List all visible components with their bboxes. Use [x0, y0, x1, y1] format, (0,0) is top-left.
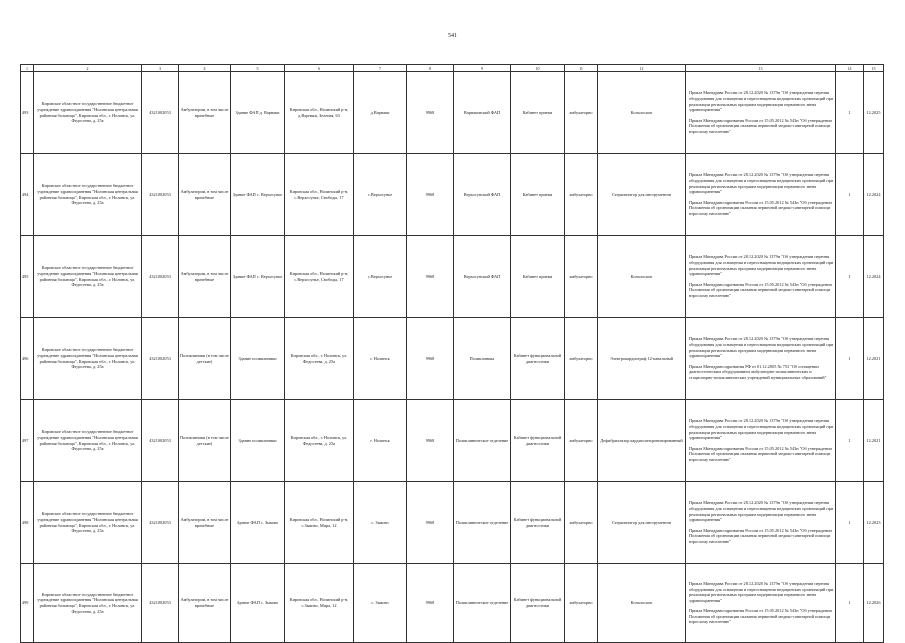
room-cell: Кабинет приема — [511, 154, 565, 236]
address-cell: Кировская обл., Нолинский р-н, с.Верхосунье, Свободы, 17 — [285, 154, 354, 236]
column-number-cell: 10 — [511, 65, 565, 72]
legal-basis-cell — [686, 318, 836, 400]
room-cell: Кабинет приема — [511, 72, 565, 154]
code-cell: 9968 — [407, 236, 454, 318]
equipment-table — [20, 64, 884, 643]
locality-cell: д.Варнаки — [354, 72, 407, 154]
unit-cell: Поликлиническое отделение — [454, 400, 511, 482]
facility-type-cell: Амбулатории, в том числе врачебные — [179, 72, 231, 154]
care-mode-cell: амбулаторно — [565, 400, 598, 482]
facility-type-cell: Амбулатории, в том числе врачебные — [179, 564, 231, 643]
legal-basis-order-1: Приказ Минздрава России от 28.12.2020 № 1379н "Об утверждении перечня оборудования для оснащения и переоснащения медицинских организаций при реализации региональных программ модернизации первичного звена здравоохранения" — [689, 418, 834, 441]
facility-type-cell: Амбулатории, в том числе врачебные — [179, 482, 231, 564]
unit-cell: Поликлиническое отделение — [454, 564, 511, 643]
date-cell: 12.2026 — [864, 564, 884, 643]
legal-basis-order-1: Приказ Минздрава России от 28.12.2020 № 1379н "Об утверждении перечня оборудования для оснащения и переоснащения медицинских организаций при реализации региональных программ модернизации первичного звена здравоохранения" — [689, 500, 834, 523]
column-number-cell: 2 — [34, 65, 142, 72]
building-cell: Здание поликлиники — [231, 400, 285, 482]
care-mode-cell: амбулаторно — [565, 154, 598, 236]
locality-cell: с.Верхосунье — [354, 236, 407, 318]
column-number-cell: 15 — [864, 65, 884, 72]
legal-basis-order-1: Приказ Минздрава России от 28.12.2020 № 1379н "Об утверждении перечня оборудования для оснащения и переоснащения медицинских организаций при реализации региональных программ модернизации первичного звена здравоохранения" — [689, 580, 834, 603]
legal-basis-order-1: Приказ Минздрава России от 28.12.2020 № 1379н "Об утверждении перечня оборудования для оснащения и переоснащения медицинских организаций при реализации региональных программ модернизации первичного звена здравоохранения" — [689, 336, 834, 359]
quantity-cell: 1 — [836, 400, 864, 482]
legal-basis-cell — [686, 400, 836, 482]
facility-type-cell: Поликлиники (в том числе детские) — [179, 400, 231, 482]
legal-basis-order-2: Приказ Минздравсоцразвития РФ от 01.12.2005 № 753 "Об оснащении диагностическим оборудованием амбулаторно-поликлинических и стационарно-поликлинических учреждений муниципальных образований" — [689, 363, 827, 380]
inn-cell: 4321002053 — [142, 154, 179, 236]
locality-cell: с. Зыково — [354, 482, 407, 564]
row-number-cell: 494 — [21, 154, 34, 236]
column-number-cell: 9 — [454, 65, 511, 72]
locality-cell: г. Нолинск — [354, 318, 407, 400]
legal-basis-order-2: Приказ Минздравсоцразвития России от 15.05.2012 № 543н "Об утверждении Положения об организации оказания первичной медико-санитарной помощи взрослому населению" — [689, 608, 832, 625]
legal-basis-order-2: Приказ Минздравсоцразвития России от 15.05.2012 № 543н "Об утверждении Положения об организации оказания первичной медико-санитарной помощи взрослому населению" — [689, 527, 832, 544]
equipment-cell: Стерилизатор для инструментов — [598, 154, 686, 236]
facility-type-cell: Амбулатории, в том числе врачебные — [179, 236, 231, 318]
building-cell: Здание поликлиники — [231, 318, 285, 400]
equipment-cell: Электрокардиограф 12-канальный — [598, 318, 686, 400]
organization-cell: Кировское областное государственное бюджетное учреждение здравоохранения "Нолинская центральная районная больница", Кировская обл., г. Нолинск, ул. Федосеева, д. 25а — [34, 400, 142, 482]
organization-cell: Кировское областное государственное бюджетное учреждение здравоохранения "Нолинская центральная районная больница", Кировская обл., г. Нолинск, ул. Федосеева, д. 25а — [34, 236, 142, 318]
address-cell: Кировская обл., Нолинский р-н, д.Варнаки, Зеленая, 63 — [285, 72, 354, 154]
unit-cell: Поликлиника — [454, 318, 511, 400]
quantity-cell: 1 — [836, 72, 864, 154]
quantity-cell: 1 — [836, 236, 864, 318]
column-number-cell: 8 — [407, 65, 454, 72]
code-cell: 9968 — [407, 482, 454, 564]
column-number-cell: 6 — [285, 65, 354, 72]
room-cell: Кабинет функциональной диагностики — [511, 318, 565, 400]
care-mode-cell: амбулаторно — [565, 482, 598, 564]
equipment-cell: Дефибриллятор кардиосинхронизированный — [598, 400, 686, 482]
address-cell: Кировская обл., г. Нолинск, ул. Федосеева, д. 25а — [285, 400, 354, 482]
inn-cell: 4321002053 — [142, 482, 179, 564]
legal-basis-order-2: Приказ Минздравсоцразвития России от 15.05.2012 № 543н "Об утверждении Положения об организации оказания первичной медико-санитарной помощи взрослому населению" — [689, 117, 832, 134]
inn-cell: 4321002053 — [142, 564, 179, 643]
date-cell: 12.2025 — [864, 72, 884, 154]
column-number-cell: 3 — [142, 65, 179, 72]
care-mode-cell: амбулаторно — [565, 318, 598, 400]
legal-basis-order-2: Приказ Минздравсоцразвития России от 15.05.2012 № 543н "Об утверждении Положения об организации оказания первичной медико-санитарной помощи взрослому населению" — [689, 281, 832, 298]
address-cell: Кировская обл., г. Нолинск, ул. Федосеева, д. 25а — [285, 318, 354, 400]
legal-basis-order-1: Приказ Минздрава России от 28.12.2020 № 1379н "Об утверждении перечня оборудования для оснащения и переоснащения медицинских организаций при реализации региональных программ модернизации первичного звена здравоохранения" — [689, 172, 834, 195]
unit-cell: Верхосунский ФАП — [454, 236, 511, 318]
table-row — [21, 72, 884, 154]
locality-cell: с. Зыково — [354, 564, 407, 643]
code-cell: 9968 — [407, 564, 454, 643]
organization-cell: Кировское областное государственное бюджетное учреждение здравоохранения "Нолинская центральная районная больница", Кировская обл., г. Нолинск, ул. Федосеева, д. 25а — [34, 318, 142, 400]
table-row — [21, 400, 884, 482]
quantity-cell: 1 — [836, 564, 864, 643]
date-cell: 12.2024 — [864, 154, 884, 236]
building-cell: Здание ФАП с. Верхосунье — [231, 236, 285, 318]
address-cell: Кировская обл., Нолинский р-н, с.Зыково, Мира, 12 — [285, 482, 354, 564]
address-cell: Кировская обл., Нолинский р-н, с.Зыково, Мира, 12 — [285, 564, 354, 643]
legal-basis-cell — [686, 72, 836, 154]
date-cell: 12.2023 — [864, 482, 884, 564]
unit-cell: Варнаковский ФАП — [454, 72, 511, 154]
care-mode-cell: амбулаторно — [565, 564, 598, 643]
equipment-cell: Стерилизатор для инструментов — [598, 482, 686, 564]
care-mode-cell: амбулаторно — [565, 236, 598, 318]
column-number-cell: 12 — [598, 65, 686, 72]
organization-cell: Кировское областное государственное бюджетное учреждение здравоохранения "Нолинская центральная районная больница", Кировская обл., г. Нолинск, ул. Федосеева, д. 25а — [34, 564, 142, 643]
inn-cell: 4321002053 — [142, 236, 179, 318]
code-cell: 9968 — [407, 400, 454, 482]
code-cell: 9968 — [407, 154, 454, 236]
unit-cell: Верхосунский ФАП — [454, 154, 511, 236]
table-row — [21, 318, 884, 400]
column-number-row — [21, 65, 884, 72]
column-number-cell: 5 — [231, 65, 285, 72]
quantity-cell: 1 — [836, 154, 864, 236]
code-cell: 9968 — [407, 318, 454, 400]
row-number-cell: 498 — [21, 482, 34, 564]
room-cell: Кабинет приема — [511, 236, 565, 318]
inn-cell: 4321002053 — [142, 318, 179, 400]
column-number-cell: 4 — [179, 65, 231, 72]
table-row — [21, 564, 884, 643]
equipment-cell: Кольпоскоп — [598, 72, 686, 154]
row-number-cell: 496 — [21, 318, 34, 400]
column-number-cell: 1 — [21, 65, 34, 72]
building-cell: Здание ФАП с. Зыково — [231, 564, 285, 643]
organization-cell: Кировское областное государственное бюджетное учреждение здравоохранения "Нолинская центральная районная больница", Кировская обл., г. Нолинск, ул. Федосеева, д. 25а — [34, 482, 142, 564]
legal-basis-cell — [686, 564, 836, 643]
organization-cell: Кировское областное государственное бюджетное учреждение здравоохранения "Нолинская центральная районная больница", Кировская обл., г. Нолинск, ул. Федосеева, д. 25а — [34, 72, 142, 154]
building-cell: Здание ФАП д. Варнаки — [231, 72, 285, 154]
date-cell: 12.2021 — [864, 318, 884, 400]
column-number-cell: 7 — [354, 65, 407, 72]
date-cell: 12.2021 — [864, 400, 884, 482]
legal-basis-order-1: Приказ Минздрава России от 28.12.2020 № 1379н "Об утверждении перечня оборудования для оснащения и переоснащения медицинских организаций при реализации региональных программ модернизации первичного звена здравоохранения" — [689, 90, 834, 113]
address-cell: Кировская обл., Нолинский р-н, с.Верхосунье, Свободы, 17 — [285, 236, 354, 318]
building-cell: Здание ФАП с. Верхосунье — [231, 154, 285, 236]
inn-cell: 4321002053 — [142, 72, 179, 154]
table-row — [21, 154, 884, 236]
room-cell: Кабинет функциональной диагностики — [511, 482, 565, 564]
table-row — [21, 482, 884, 564]
locality-cell: с.Верхосунье — [354, 154, 407, 236]
legal-basis-cell — [686, 154, 836, 236]
building-cell: Здание ФАП с. Зыково — [231, 482, 285, 564]
room-cell: Кабинет функциональной диагностики — [511, 400, 565, 482]
legal-basis-order-1: Приказ Минздрава России от 28.12.2020 № 1379н "Об утверждении перечня оборудования для оснащения и переоснащения медицинских организаций при реализации региональных программ модернизации первичного звена здравоохранения" — [689, 254, 834, 277]
page-number: 541 — [448, 33, 457, 39]
code-cell: 9968 — [407, 72, 454, 154]
row-number-cell: 493 — [21, 72, 34, 154]
quantity-cell: 1 — [836, 318, 864, 400]
column-number-cell: 11 — [565, 65, 598, 72]
organization-cell: Кировское областное государственное бюджетное учреждение здравоохранения "Нолинская центральная районная больница", Кировская обл., г. Нолинск, ул. Федосеева, д. 25а — [34, 154, 142, 236]
date-cell: 12.2024 — [864, 236, 884, 318]
quantity-cell: 1 — [836, 482, 864, 564]
row-number-cell: 499 — [21, 564, 34, 643]
inn-cell: 4321002053 — [142, 400, 179, 482]
row-number-cell: 497 — [21, 400, 34, 482]
room-cell: Кабинет функциональной диагностики — [511, 564, 565, 643]
column-number-cell: 14 — [836, 65, 864, 72]
facility-type-cell: Амбулатории, в том числе врачебные — [179, 154, 231, 236]
facility-type-cell: Поликлиники (в том числе детские) — [179, 318, 231, 400]
locality-cell: г. Нолинск — [354, 400, 407, 482]
legal-basis-cell — [686, 236, 836, 318]
column-number-cell: 13 — [686, 65, 836, 72]
row-number-cell: 495 — [21, 236, 34, 318]
care-mode-cell: амбулаторно — [565, 72, 598, 154]
equipment-cell: Кольпоскоп — [598, 236, 686, 318]
legal-basis-order-2: Приказ Минздравсоцразвития России от 15.05.2012 № 543н "Об утверждении Положения об организации оказания первичной медико-санитарной помощи взрослому населению" — [689, 445, 832, 462]
legal-basis-cell — [686, 482, 836, 564]
table-row — [21, 236, 884, 318]
scan-dot — [640, 8, 643, 11]
legal-basis-order-2: Приказ Минздравсоцразвития России от 15.05.2012 № 543н "Об утверждении Положения об организации оказания первичной медико-санитарной помощи взрослому населению" — [689, 199, 832, 216]
equipment-cell: Кольпоскоп — [598, 564, 686, 643]
unit-cell: Поликлиническое отделение — [454, 482, 511, 564]
